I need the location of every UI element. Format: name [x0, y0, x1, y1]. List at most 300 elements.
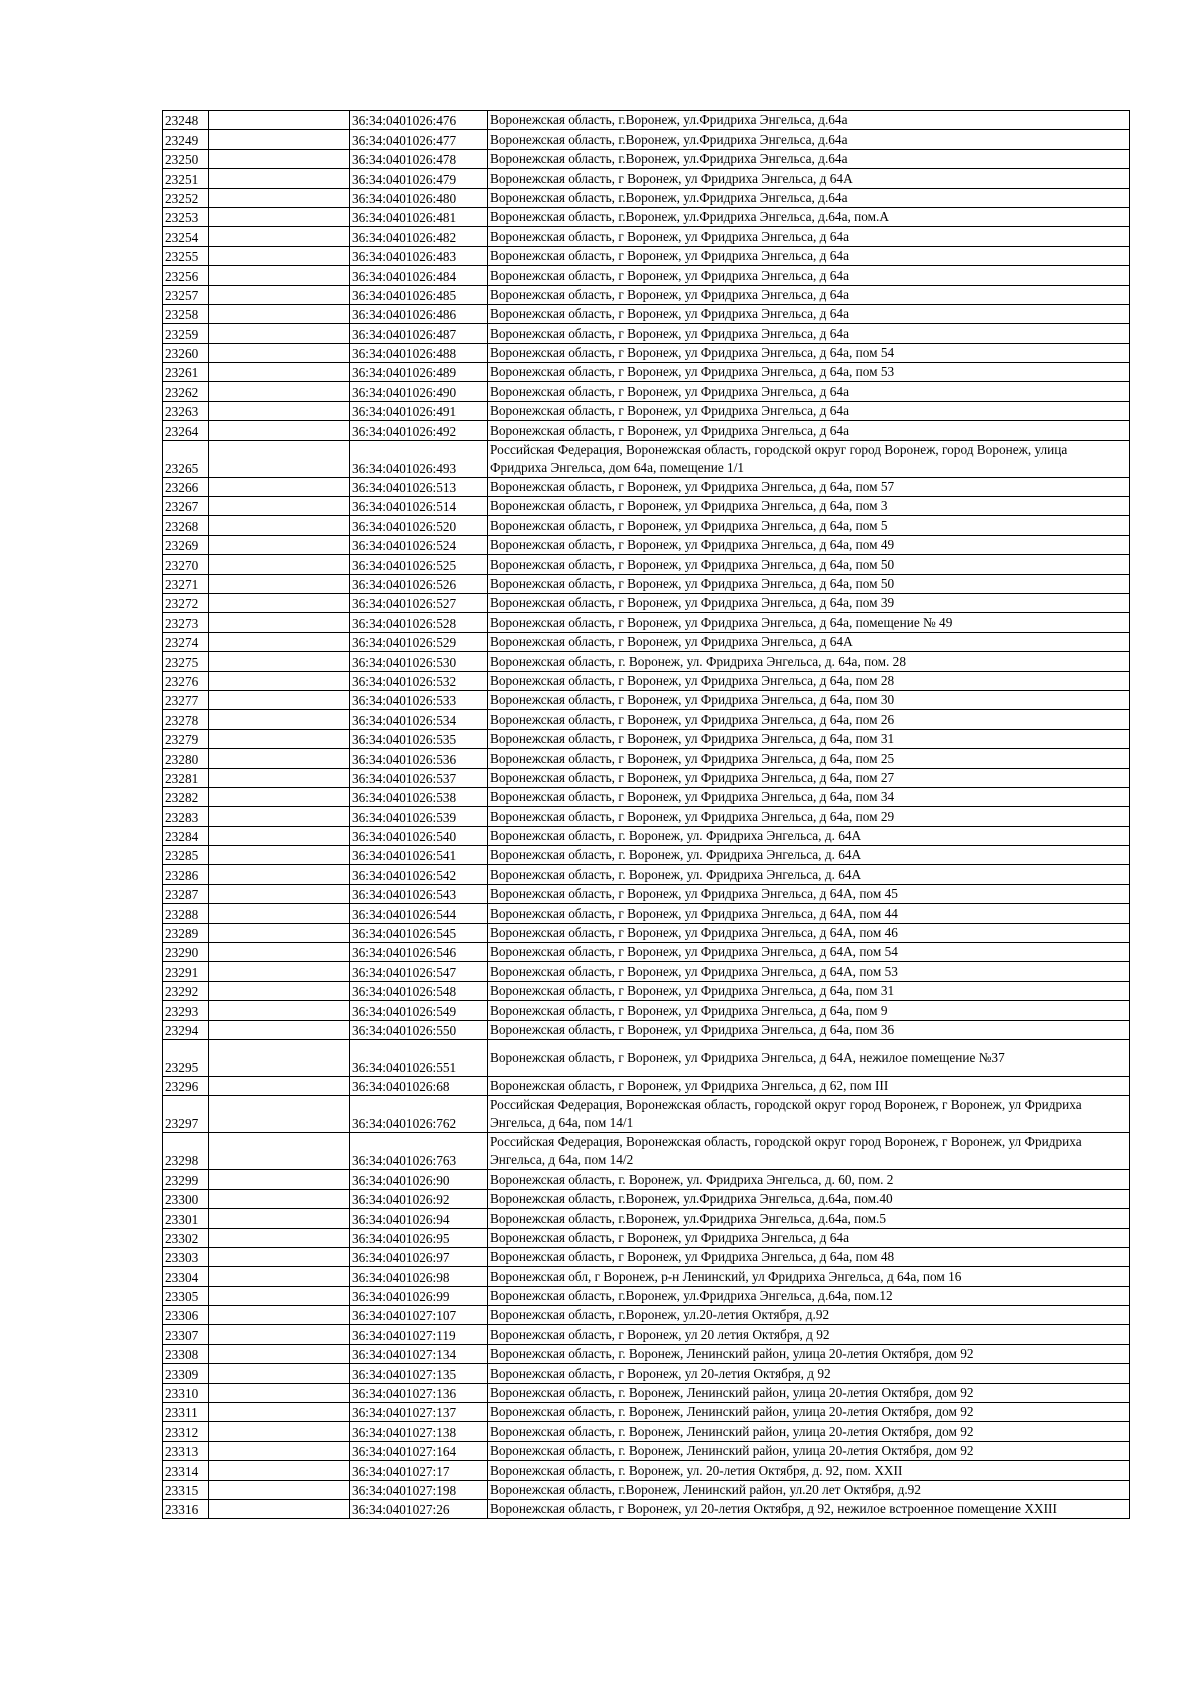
table-row — [163, 535, 1130, 554]
row-number-cell: 23288 — [163, 904, 209, 923]
row-number-cell: 23299 — [163, 1170, 209, 1189]
address-cell: Воронежская область, г Воронеж, ул Фридриха Энгельса, д 64а, пом 57 — [488, 477, 1130, 496]
cadastral-number-cell: 36:34:0401026:478 — [350, 149, 488, 168]
table-row — [163, 1189, 1130, 1208]
table-body — [163, 111, 1130, 1519]
document-table — [162, 110, 1130, 1519]
cadastral-number-cell: 36:34:0401026:486 — [350, 304, 488, 323]
table-row — [163, 593, 1130, 612]
address-cell: Воронежская область, г. Воронеж, ул. Фридриха Энгельса, д. 64А — [488, 846, 1130, 865]
row-number-cell: 23312 — [163, 1422, 209, 1441]
table-row — [163, 227, 1130, 246]
cadastral-number-cell: 36:34:0401027:164 — [350, 1441, 488, 1460]
table-row — [163, 382, 1130, 401]
empty-cell — [209, 382, 350, 401]
cadastral-number-cell: 36:34:0401026:762 — [350, 1096, 488, 1133]
row-number-cell: 23258 — [163, 304, 209, 323]
address-cell: Российская Федерация, Воронежская область, городской округ город Воронеж, город Воронеж, улица Фридриха Энгельса, дом 64а, помещение 1/1 — [488, 440, 1130, 477]
address-cell: Воронежская область, г.Воронеж, ул.20-летия Октября, д.92 — [488, 1306, 1130, 1325]
table-row — [163, 169, 1130, 188]
table-row — [163, 555, 1130, 574]
empty-cell — [209, 884, 350, 903]
cadastral-number-cell: 36:34:0401026:544 — [350, 904, 488, 923]
empty-cell — [209, 207, 350, 226]
row-number-cell: 23296 — [163, 1076, 209, 1095]
address-cell: Воронежская область, г. Воронеж, Ленинский район, улица 20-летия Октября, дом 92 — [488, 1383, 1130, 1402]
address-cell: Воронежская область, г. Воронеж, ул. Фридриха Энгельса, д. 60, пом. 2 — [488, 1170, 1130, 1189]
cadastral-number-cell: 36:34:0401027:136 — [350, 1383, 488, 1402]
empty-cell — [209, 652, 350, 671]
table-row — [163, 1364, 1130, 1383]
address-cell: Воронежская область, г.Воронеж, ул.Фридриха Энгельса, д.64а, пом.А — [488, 207, 1130, 226]
empty-cell — [209, 477, 350, 496]
empty-cell — [209, 1133, 350, 1170]
empty-cell — [209, 729, 350, 748]
empty-cell — [209, 904, 350, 923]
empty-cell — [209, 535, 350, 554]
table-row — [163, 440, 1130, 477]
address-cell: Воронежская область, г Воронеж, ул Фридриха Энгельса, д 64а, пом 31 — [488, 981, 1130, 1000]
cadastral-number-cell: 36:34:0401026:540 — [350, 826, 488, 845]
row-number-cell: 23291 — [163, 962, 209, 981]
cadastral-number-cell: 36:34:0401026:528 — [350, 613, 488, 632]
empty-cell — [209, 749, 350, 768]
table-row — [163, 1383, 1130, 1402]
empty-cell — [209, 574, 350, 593]
table-row — [163, 807, 1130, 826]
cadastral-number-cell: 36:34:0401026:551 — [350, 1039, 488, 1076]
empty-cell — [209, 401, 350, 420]
table-row — [163, 1228, 1130, 1247]
table-row — [163, 826, 1130, 845]
empty-cell — [209, 1189, 350, 1208]
table-row — [163, 1500, 1130, 1519]
table-row — [163, 846, 1130, 865]
cadastral-number-cell: 36:34:0401026:532 — [350, 671, 488, 690]
cadastral-number-cell: 36:34:0401026:525 — [350, 555, 488, 574]
empty-cell — [209, 246, 350, 265]
table-row — [163, 1306, 1130, 1325]
empty-cell — [209, 1403, 350, 1422]
table-row — [163, 111, 1130, 130]
cadastral-number-cell: 36:34:0401026:513 — [350, 477, 488, 496]
table-row — [163, 884, 1130, 903]
address-cell: Воронежская область, г.Воронеж, ул.Фридриха Энгельса, д.64а — [488, 111, 1130, 130]
empty-cell — [209, 285, 350, 304]
cadastral-number-cell: 36:34:0401026:479 — [350, 169, 488, 188]
empty-cell — [209, 1306, 350, 1325]
table-row — [163, 671, 1130, 690]
table-row — [163, 421, 1130, 440]
table-row — [163, 285, 1130, 304]
address-cell: Воронежская область, г Воронеж, ул Фридриха Энгельса, д 64А, пом 46 — [488, 923, 1130, 942]
empty-cell — [209, 304, 350, 323]
cadastral-number-cell: 36:34:0401026:536 — [350, 749, 488, 768]
table-row — [163, 1039, 1130, 1076]
cadastral-number-cell: 36:34:0401027:17 — [350, 1461, 488, 1480]
address-cell: Воронежская область, г Воронеж, ул Фридриха Энгельса, д 64а — [488, 266, 1130, 285]
row-number-cell: 23265 — [163, 440, 209, 477]
table-row — [163, 246, 1130, 265]
address-cell: Российская Федерация, Воронежская область, городской округ город Воронеж, г Воронеж, ул Фридриха Энгельса, д 64а, пом 14/1 — [488, 1096, 1130, 1133]
row-number-cell: 23250 — [163, 149, 209, 168]
empty-cell — [209, 1286, 350, 1305]
table-row — [163, 401, 1130, 420]
address-cell: Воронежская область, г.Воронеж, ул.Фридриха Энгельса, д.64а — [488, 130, 1130, 149]
cadastral-number-cell: 36:34:0401026:97 — [350, 1247, 488, 1266]
empty-cell — [209, 1020, 350, 1039]
address-cell: Воронежская область, г Воронеж, ул Фридриха Энгельса, д 64а, пом 50 — [488, 555, 1130, 574]
cadastral-number-cell: 36:34:0401026:490 — [350, 382, 488, 401]
table-row — [163, 1267, 1130, 1286]
row-number-cell: 23272 — [163, 593, 209, 612]
cadastral-number-cell: 36:34:0401026:537 — [350, 768, 488, 787]
empty-cell — [209, 1076, 350, 1095]
row-number-cell: 23264 — [163, 421, 209, 440]
row-number-cell: 23316 — [163, 1500, 209, 1519]
cadastral-number-cell: 36:34:0401026:530 — [350, 652, 488, 671]
empty-cell — [209, 1422, 350, 1441]
table-row — [163, 1480, 1130, 1499]
table-row — [163, 1001, 1130, 1020]
table-row — [163, 787, 1130, 806]
empty-cell — [209, 1039, 350, 1076]
row-number-cell: 23285 — [163, 846, 209, 865]
cadastral-number-cell: 36:34:0401026:92 — [350, 1189, 488, 1208]
row-number-cell: 23256 — [163, 266, 209, 285]
address-cell: Воронежская область, г Воронеж, ул Фридриха Энгельса, д 64а, пом 50 — [488, 574, 1130, 593]
cadastral-number-cell: 36:34:0401026:549 — [350, 1001, 488, 1020]
empty-cell — [209, 1209, 350, 1228]
row-number-cell: 23259 — [163, 324, 209, 343]
address-cell: Воронежская область, г Воронеж, ул Фридриха Энгельса, д 64А, нежилое помещение №37 — [488, 1039, 1130, 1076]
table-row — [163, 477, 1130, 496]
address-cell: Воронежская область, г Воронеж, ул Фридриха Энгельса, д 64А — [488, 632, 1130, 651]
empty-cell — [209, 826, 350, 845]
table-row — [163, 1247, 1130, 1266]
table-row — [163, 1325, 1130, 1344]
row-number-cell: 23310 — [163, 1383, 209, 1402]
table-row — [163, 188, 1130, 207]
cadastral-number-cell: 36:34:0401026:533 — [350, 690, 488, 709]
empty-cell — [209, 613, 350, 632]
cadastral-number-cell: 36:34:0401027:134 — [350, 1344, 488, 1363]
address-cell: Воронежская область, г Воронеж, ул Фридриха Энгельса, д 64а, пом 26 — [488, 710, 1130, 729]
empty-cell — [209, 690, 350, 709]
cadastral-number-cell: 36:34:0401026:98 — [350, 1267, 488, 1286]
address-cell: Воронежская область, г. Воронеж, ул. 20-летия Октября, д. 92, пом. XXII — [488, 1461, 1130, 1480]
empty-cell — [209, 1344, 350, 1363]
cadastral-number-cell: 36:34:0401026:763 — [350, 1133, 488, 1170]
row-number-cell: 23273 — [163, 613, 209, 632]
empty-cell — [209, 421, 350, 440]
table-row — [163, 1286, 1130, 1305]
cadastral-number-cell: 36:34:0401026:534 — [350, 710, 488, 729]
empty-cell — [209, 632, 350, 651]
address-cell: Воронежская область, г Воронеж, ул Фридриха Энгельса, д 64А, пом 54 — [488, 943, 1130, 962]
table-row — [163, 1020, 1130, 1039]
address-cell: Воронежская область, г Воронеж, ул Фридриха Энгельса, д 64а, пом 30 — [488, 690, 1130, 709]
address-cell: Воронежская область, г Воронеж, ул 20 летия Октября, д 92 — [488, 1325, 1130, 1344]
address-cell: Воронежская область, г Воронеж, ул Фридриха Энгельса, д 64а, пом 29 — [488, 807, 1130, 826]
row-number-cell: 23270 — [163, 555, 209, 574]
address-cell: Воронежская область, г.Воронеж, ул.Фридриха Энгельса, д.64а — [488, 149, 1130, 168]
table-row — [163, 207, 1130, 226]
cadastral-number-cell: 36:34:0401026:514 — [350, 497, 488, 516]
table-row — [163, 1209, 1130, 1228]
address-cell: Воронежская область, г.Воронеж, ул.Фридриха Энгельса, д.64а, пом.5 — [488, 1209, 1130, 1228]
row-number-cell: 23249 — [163, 130, 209, 149]
table-row — [163, 865, 1130, 884]
address-cell: Воронежская область, г Воронеж, ул Фридриха Энгельса, д 64а, пом 28 — [488, 671, 1130, 690]
table-row — [163, 1441, 1130, 1460]
empty-cell — [209, 1461, 350, 1480]
address-cell: Воронежская область, г Воронеж, ул Фридриха Энгельса, д 64а, пом 54 — [488, 343, 1130, 362]
address-cell: Воронежская область, г Воронеж, ул Фридриха Энгельса, д 64а, пом 27 — [488, 768, 1130, 787]
empty-cell — [209, 1441, 350, 1460]
table-row — [163, 1170, 1130, 1189]
row-number-cell: 23278 — [163, 710, 209, 729]
table-row — [163, 613, 1130, 632]
address-cell: Воронежская область, г Воронеж, ул Фридриха Энгельса, д 64а, пом 25 — [488, 749, 1130, 768]
cadastral-number-cell: 36:34:0401026:548 — [350, 981, 488, 1000]
table-row — [163, 574, 1130, 593]
table-row — [163, 343, 1130, 362]
row-number-cell: 23311 — [163, 1403, 209, 1422]
empty-cell — [209, 807, 350, 826]
cadastral-number-cell: 36:34:0401026:483 — [350, 246, 488, 265]
empty-cell — [209, 149, 350, 168]
address-cell: Воронежская область, г Воронеж, ул Фридриха Энгельса, д 64А, пом 44 — [488, 904, 1130, 923]
empty-cell — [209, 1170, 350, 1189]
address-cell: Воронежская область, г.Воронеж, Ленинский район, ул.20 лет Октября, д.92 — [488, 1480, 1130, 1499]
address-cell: Воронежская область, г Воронеж, ул Фридриха Энгельса, д 64а, пом 5 — [488, 516, 1130, 535]
empty-cell — [209, 943, 350, 962]
cadastral-number-cell: 36:34:0401026:482 — [350, 227, 488, 246]
cadastral-number-cell: 36:34:0401026:538 — [350, 787, 488, 806]
row-number-cell: 23282 — [163, 787, 209, 806]
empty-cell — [209, 516, 350, 535]
table-row — [163, 130, 1130, 149]
address-cell: Воронежская область, г Воронеж, ул Фридриха Энгельса, д 64А, пом 53 — [488, 962, 1130, 981]
address-cell: Воронежская область, г Воронеж, ул Фридриха Энгельса, д 64а — [488, 382, 1130, 401]
cadastral-number-cell: 36:34:0401026:541 — [350, 846, 488, 865]
row-number-cell: 23279 — [163, 729, 209, 748]
table-row — [163, 768, 1130, 787]
cadastral-number-cell: 36:34:0401026:485 — [350, 285, 488, 304]
address-cell: Воронежская область, г.Воронеж, ул.Фридриха Энгельса, д.64а — [488, 188, 1130, 207]
empty-cell — [209, 923, 350, 942]
table-row — [163, 1344, 1130, 1363]
empty-cell — [209, 865, 350, 884]
cadastral-number-cell: 36:34:0401027:135 — [350, 1364, 488, 1383]
row-number-cell: 23298 — [163, 1133, 209, 1170]
empty-cell — [209, 343, 350, 362]
empty-cell — [209, 1001, 350, 1020]
table-row — [163, 904, 1130, 923]
cadastral-number-cell: 36:34:0401026:543 — [350, 884, 488, 903]
address-cell: Воронежская область, г Воронеж, ул 20-летия Октября, д 92, нежилое встроенное помещение XXIII — [488, 1500, 1130, 1519]
cadastral-number-cell: 36:34:0401026:90 — [350, 1170, 488, 1189]
table-row — [163, 632, 1130, 651]
row-number-cell: 23254 — [163, 227, 209, 246]
table-row — [163, 729, 1130, 748]
row-number-cell: 23305 — [163, 1286, 209, 1305]
table-row — [163, 1096, 1130, 1133]
empty-cell — [209, 787, 350, 806]
address-cell: Воронежская область, г Воронеж, ул Фридриха Энгельса, д 62, пом III — [488, 1076, 1130, 1095]
cadastral-number-cell: 36:34:0401026:95 — [350, 1228, 488, 1247]
address-cell: Воронежская область, г Воронеж, ул 20-летия Октября, д 92 — [488, 1364, 1130, 1383]
row-number-cell: 23266 — [163, 477, 209, 496]
address-cell: Воронежская область, г Воронеж, ул Фридриха Энгельса, д 64а — [488, 324, 1130, 343]
address-cell: Воронежская область, г Воронеж, ул Фридриха Энгельса, д 64А, пом 45 — [488, 884, 1130, 903]
row-number-cell: 23293 — [163, 1001, 209, 1020]
row-number-cell: 23302 — [163, 1228, 209, 1247]
empty-cell — [209, 1228, 350, 1247]
row-number-cell: 23262 — [163, 382, 209, 401]
row-number-cell: 23286 — [163, 865, 209, 884]
row-number-cell: 23268 — [163, 516, 209, 535]
table-row — [163, 690, 1130, 709]
cadastral-number-cell: 36:34:0401026:493 — [350, 440, 488, 477]
empty-cell — [209, 440, 350, 477]
cadastral-number-cell: 36:34:0401026:488 — [350, 343, 488, 362]
row-number-cell: 23271 — [163, 574, 209, 593]
table-row — [163, 363, 1130, 382]
cadastral-number-cell: 36:34:0401026:539 — [350, 807, 488, 826]
row-number-cell: 23276 — [163, 671, 209, 690]
address-cell: Воронежская область, г. Воронеж, Ленинский район, улица 20-летия Октября, дом 92 — [488, 1344, 1130, 1363]
table-row — [163, 324, 1130, 343]
row-number-cell: 23290 — [163, 943, 209, 962]
cadastral-number-cell: 36:34:0401026:480 — [350, 188, 488, 207]
table-row — [163, 1076, 1130, 1095]
row-number-cell: 23267 — [163, 497, 209, 516]
empty-cell — [209, 1325, 350, 1344]
cadastral-number-cell: 36:34:0401026:547 — [350, 962, 488, 981]
address-cell: Воронежская область, г Воронеж, ул Фридриха Энгельса, д 64а — [488, 227, 1130, 246]
row-number-cell: 23275 — [163, 652, 209, 671]
row-number-cell: 23295 — [163, 1039, 209, 1076]
cadastral-number-cell: 36:34:0401026:526 — [350, 574, 488, 593]
cadastral-number-cell: 36:34:0401026:477 — [350, 130, 488, 149]
row-number-cell: 23277 — [163, 690, 209, 709]
address-cell: Воронежская область, г Воронеж, ул Фридриха Энгельса, д 64а — [488, 421, 1130, 440]
cadastral-number-cell: 36:34:0401026:520 — [350, 516, 488, 535]
row-number-cell: 23292 — [163, 981, 209, 1000]
empty-cell — [209, 188, 350, 207]
address-cell: Воронежская область, г Воронеж, ул Фридриха Энгельса, д 64а — [488, 401, 1130, 420]
row-number-cell: 23257 — [163, 285, 209, 304]
address-cell: Воронежская область, г Воронеж, ул Фридриха Энгельса, д 64А — [488, 169, 1130, 188]
empty-cell — [209, 962, 350, 981]
address-cell: Воронежская область, г. Воронеж, Ленинский район, улица 20-летия Октября, дом 92 — [488, 1403, 1130, 1422]
row-number-cell: 23260 — [163, 343, 209, 362]
cadastral-number-cell: 36:34:0401027:119 — [350, 1325, 488, 1344]
table-row — [163, 749, 1130, 768]
address-cell: Воронежская обл, г Воронеж, р-н Ленинский, ул Фридриха Энгельса, д 64а, пом 16 — [488, 1267, 1130, 1286]
empty-cell — [209, 227, 350, 246]
address-cell: Воронежская область, г Воронеж, ул Фридриха Энгельса, д 64а — [488, 246, 1130, 265]
address-cell: Воронежская область, г.Воронеж, ул.Фридриха Энгельса, д.64а, пом.40 — [488, 1189, 1130, 1208]
row-number-cell: 23255 — [163, 246, 209, 265]
row-number-cell: 23281 — [163, 768, 209, 787]
cadastral-number-cell: 36:34:0401026:481 — [350, 207, 488, 226]
table-row — [163, 149, 1130, 168]
address-cell: Воронежская область, г Воронеж, ул Фридриха Энгельса, д 64а, пом 34 — [488, 787, 1130, 806]
table-row — [163, 943, 1130, 962]
empty-cell — [209, 981, 350, 1000]
address-cell: Воронежская область, г. Воронеж, Ленинский район, улица 20-летия Октября, дом 92 — [488, 1422, 1130, 1441]
table-row — [163, 1422, 1130, 1441]
row-number-cell: 23274 — [163, 632, 209, 651]
address-cell: Российская Федерация, Воронежская область, городской округ город Воронеж, г Воронеж, ул Фридриха Энгельса, д 64а, пом 14/2 — [488, 1133, 1130, 1170]
cadastral-number-cell: 36:34:0401026:527 — [350, 593, 488, 612]
empty-cell — [209, 111, 350, 130]
empty-cell — [209, 1247, 350, 1266]
address-cell: Воронежская область, г.Воронеж, ул.Фридриха Энгельса, д.64а, пом.12 — [488, 1286, 1130, 1305]
table-row — [163, 652, 1130, 671]
empty-cell — [209, 324, 350, 343]
cadastral-number-cell: 36:34:0401026:524 — [350, 535, 488, 554]
empty-cell — [209, 169, 350, 188]
cadastral-number-cell: 36:34:0401026:529 — [350, 632, 488, 651]
table-row — [163, 516, 1130, 535]
cadastral-number-cell: 36:34:0401026:487 — [350, 324, 488, 343]
table-row — [163, 962, 1130, 981]
cadastral-number-cell: 36:34:0401026:535 — [350, 729, 488, 748]
empty-cell — [209, 671, 350, 690]
row-number-cell: 23284 — [163, 826, 209, 845]
row-number-cell: 23269 — [163, 535, 209, 554]
cadastral-number-cell: 36:34:0401026:484 — [350, 266, 488, 285]
row-number-cell: 23297 — [163, 1096, 209, 1133]
row-number-cell: 23309 — [163, 1364, 209, 1383]
row-number-cell: 23303 — [163, 1247, 209, 1266]
empty-cell — [209, 1480, 350, 1499]
empty-cell — [209, 768, 350, 787]
empty-cell — [209, 363, 350, 382]
row-number-cell: 23251 — [163, 169, 209, 188]
empty-cell — [209, 497, 350, 516]
table-row — [163, 923, 1130, 942]
cadastral-number-cell: 36:34:0401027:138 — [350, 1422, 488, 1441]
table-row — [163, 1133, 1130, 1170]
address-cell: Воронежская область, г Воронеж, ул Фридриха Энгельса, д 64а, пом 31 — [488, 729, 1130, 748]
row-number-cell: 23252 — [163, 188, 209, 207]
cadastral-number-cell: 36:34:0401026:550 — [350, 1020, 488, 1039]
table-row — [163, 304, 1130, 323]
cadastral-number-cell: 36:34:0401027:107 — [350, 1306, 488, 1325]
empty-cell — [209, 593, 350, 612]
row-number-cell: 23283 — [163, 807, 209, 826]
cadastral-number-cell: 36:34:0401026:545 — [350, 923, 488, 942]
row-number-cell: 23253 — [163, 207, 209, 226]
row-number-cell: 23314 — [163, 1461, 209, 1480]
address-cell: Воронежская область, г Воронеж, ул Фридриха Энгельса, д 64а, помещение № 49 — [488, 613, 1130, 632]
empty-cell — [209, 710, 350, 729]
row-number-cell: 23315 — [163, 1480, 209, 1499]
address-cell: Воронежская область, г Воронеж, ул Фридриха Энгельса, д 64а, пом 39 — [488, 593, 1130, 612]
cadastral-number-cell: 36:34:0401026:492 — [350, 421, 488, 440]
cadastral-number-cell: 36:34:0401026:489 — [350, 363, 488, 382]
address-cell: Воронежская область, г Воронеж, ул Фридриха Энгельса, д 64а — [488, 1228, 1130, 1247]
empty-cell — [209, 130, 350, 149]
address-cell: Воронежская область, г Воронеж, ул Фридриха Энгельса, д 64а — [488, 304, 1130, 323]
address-cell: Воронежская область, г. Воронеж, ул. Фридриха Энгельса, д. 64А — [488, 826, 1130, 845]
table-row — [163, 710, 1130, 729]
